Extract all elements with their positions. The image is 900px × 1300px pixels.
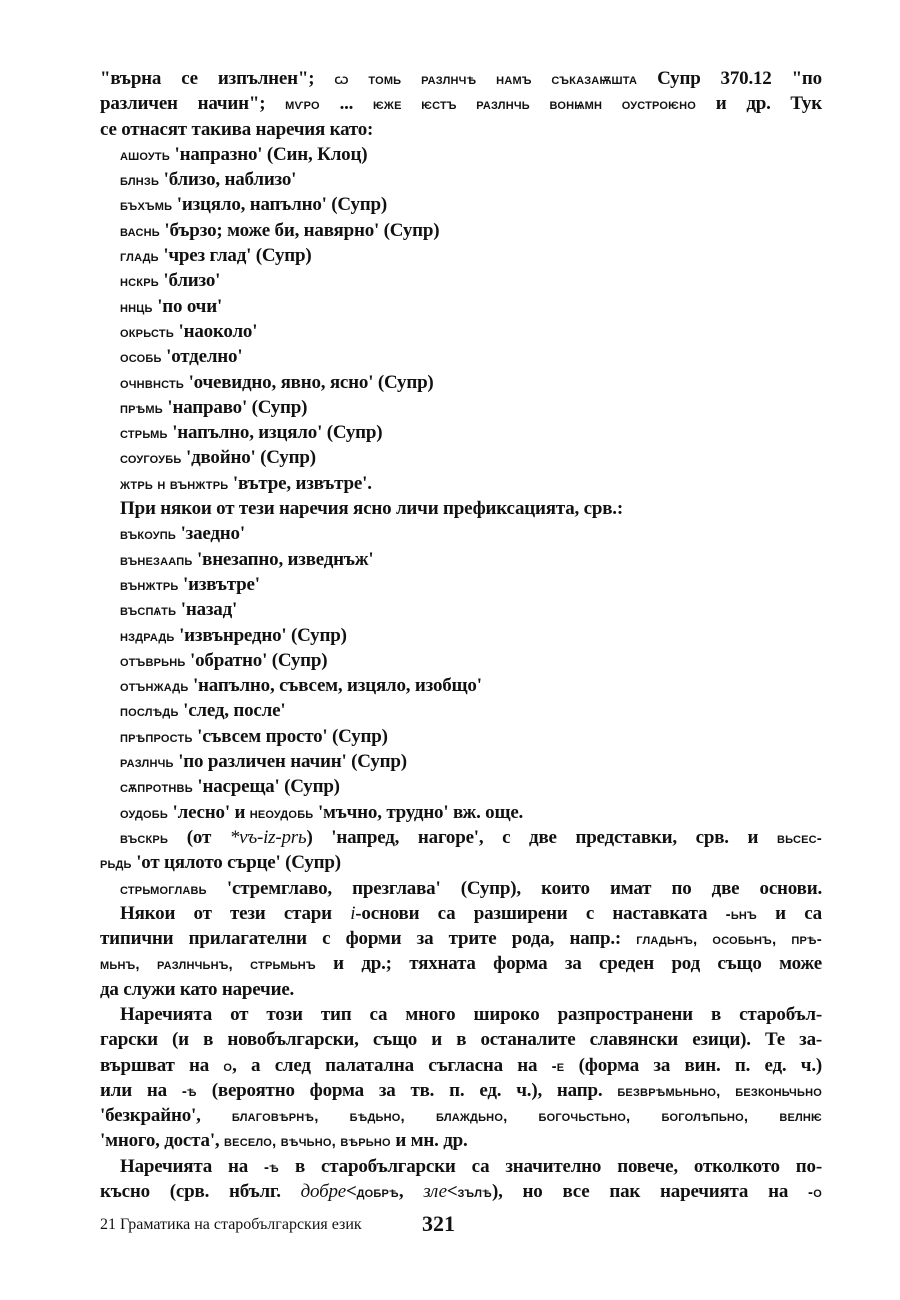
old-bulgarian-word: стрьмь xyxy=(120,425,168,443)
old-bulgarian-word: ннць xyxy=(120,298,153,316)
text-line xyxy=(100,445,822,470)
text-line xyxy=(100,319,822,344)
italic-text: добре xyxy=(300,1181,346,1203)
text-segment: 'наоколо' xyxy=(173,320,258,342)
text-segment: 'по очи' xyxy=(152,295,223,317)
old-bulgarian-word: ѥже ѥстъ разлнчь вонѩмн оустроѥно xyxy=(373,96,697,114)
page-number: 321 xyxy=(422,1211,455,1236)
text-segment: -основи са разширени с наставката xyxy=(355,902,726,924)
text-segment: 'съвсем просто' (Супр) xyxy=(192,725,388,747)
text-segment: 'извънредно' (Супр) xyxy=(174,624,347,646)
text-line xyxy=(100,344,822,369)
text-line xyxy=(100,876,822,901)
text-segment: 'насреща' (Супр) xyxy=(192,776,340,798)
text-segment: 'мъчно, трудно' вж. още. xyxy=(313,801,524,823)
text-line xyxy=(100,218,822,243)
page-footer xyxy=(100,1211,455,1236)
old-bulgarian-word: въспѧть xyxy=(120,602,177,620)
text-segment: , xyxy=(398,1181,424,1203)
text-segment: и мн. др. xyxy=(390,1130,468,1152)
text-segment: да служи като наречие. xyxy=(100,978,295,1000)
text-line xyxy=(100,496,822,521)
old-bulgarian-word: мѵро xyxy=(285,96,320,114)
old-bulgarian-word: добрѣ xyxy=(356,1184,399,1202)
old-bulgarian-word: жтрь н вънжтрь xyxy=(120,475,229,493)
old-bulgarian-word: рьдь xyxy=(100,855,132,873)
text-segment: 'напълно, съвсем, изцяло, изобщо' xyxy=(188,675,482,697)
text-line xyxy=(100,521,822,546)
old-bulgarian-word: нздрадь xyxy=(120,627,175,645)
text-line xyxy=(100,572,822,597)
text-line xyxy=(100,1078,822,1103)
old-bulgarian-word: ашоуть xyxy=(120,146,170,164)
old-bulgarian-word: нскрь xyxy=(120,273,159,291)
text-line xyxy=(100,1154,822,1179)
italic-text: зле xyxy=(423,1181,447,1203)
text-line xyxy=(100,370,822,395)
text-segment: 'двойно' (Супр) xyxy=(181,447,316,469)
text-segment: ), но все пак наречията на xyxy=(492,1181,809,1203)
text-line xyxy=(100,850,822,875)
text-segment: и др. Тук xyxy=(696,93,822,115)
page-body xyxy=(100,66,822,1204)
text-segment: (форма за вин. п. ед. ч.) xyxy=(564,1054,822,1076)
text-line xyxy=(100,294,822,319)
text-segment: 'напразно' (Син, Клоц) xyxy=(169,143,368,165)
old-bulgarian-word: отънжадь xyxy=(120,678,189,696)
text-line xyxy=(100,420,822,445)
text-segment: 'изцяло, напълно' (Супр) xyxy=(172,194,388,216)
text-line xyxy=(100,774,822,799)
text-segment: Наречията на xyxy=(120,1155,265,1177)
old-bulgarian-word: -о xyxy=(808,1184,822,1202)
text-line xyxy=(100,1103,822,1128)
old-bulgarian-word: неоудобь xyxy=(249,804,314,822)
text-segment: и са xyxy=(756,902,822,924)
old-bulgarian-word: разлнчь xyxy=(120,754,174,772)
old-bulgarian-word: благовѣрнѣ, бѣдьно, блаждьно, богочьстьно, боголѣпьно, велнѥ xyxy=(231,1108,822,1126)
old-bulgarian-word: послѣдь xyxy=(120,703,179,721)
old-bulgarian-word: вънжтрь xyxy=(120,576,179,594)
text-segment: или на xyxy=(100,1079,182,1101)
old-bulgarian-word: вьсес- xyxy=(777,829,822,847)
italic-text: *vъ-iz-prь xyxy=(229,826,307,848)
old-bulgarian-word: прѣмь xyxy=(120,399,163,417)
old-bulgarian-word: гладьнъ, особьнъ, прѣ- xyxy=(636,931,822,949)
old-bulgarian-word: -е xyxy=(551,1057,565,1075)
italic-text: i xyxy=(350,902,356,924)
text-line xyxy=(100,471,822,496)
text-segment: При някои от тези наречия ясно личи префиксацията, срв.: xyxy=(120,498,623,520)
text-segment: типични прилагателни с форми за трите рода, напр.: xyxy=(100,928,637,950)
old-bulgarian-word: очнвнсть xyxy=(120,374,185,392)
text-line xyxy=(100,749,822,774)
text-line xyxy=(100,243,822,268)
text-segment: и др.; тяхната форма за среден род също може xyxy=(315,953,822,975)
text-line xyxy=(100,977,822,1002)
text-segment: късно (срв. нбълг. xyxy=(100,1181,301,1203)
text-line xyxy=(100,167,822,192)
signature-mark: 21 Граматика на старобългарския език xyxy=(100,1216,362,1233)
text-segment: 'бързо; може би, навярно' (Супр) xyxy=(159,219,440,241)
text-segment: 'лесно' и xyxy=(167,801,250,823)
text-line xyxy=(100,825,822,850)
text-segment: гарски (и в новобългарски, също и в останалите славянски езици). Те за- xyxy=(100,1029,822,1051)
text-segment: (от xyxy=(168,826,230,848)
text-line xyxy=(100,673,822,698)
text-segment: < xyxy=(346,1181,357,1203)
old-bulgarian-word: въскрь xyxy=(120,829,169,847)
text-segment: 'внезапно, изведнъж' xyxy=(192,548,374,570)
text-segment: 'извътре' xyxy=(178,573,260,595)
old-bulgarian-word: -ѣ xyxy=(264,1158,280,1176)
old-bulgarian-word: васнь xyxy=(120,222,160,240)
text-segment: вършват на xyxy=(100,1054,224,1076)
text-line xyxy=(100,1027,822,1052)
text-line xyxy=(100,395,822,420)
old-bulgarian-word: гладь xyxy=(120,248,159,266)
text-segment: (вероятно форма за тв. п. ед. ч.), напр. xyxy=(196,1079,618,1101)
text-segment: 'направо' (Супр) xyxy=(162,396,308,418)
text-segment: ) 'напред, нагоре', с две представки, срв. и xyxy=(306,826,777,848)
text-line xyxy=(100,1128,822,1153)
text-segment: 'много, доста', xyxy=(100,1130,225,1152)
old-bulgarian-word: безврѣмьньно, безконьчьно xyxy=(617,1082,822,1100)
text-segment: ... xyxy=(319,93,373,115)
text-segment: 'чрез глад' (Супр) xyxy=(158,245,312,267)
old-bulgarian-word: стрьмоглавь xyxy=(120,880,207,898)
text-segment: Някои от тези стари xyxy=(120,902,351,924)
old-bulgarian-word: особь xyxy=(120,349,162,367)
text-segment: 'отделно' xyxy=(161,346,243,368)
text-line xyxy=(100,901,822,926)
text-line xyxy=(100,117,822,142)
text-line xyxy=(100,66,822,91)
text-line xyxy=(100,926,822,951)
old-bulgarian-word: мьнъ, разлнчьнъ, стрьмьнъ xyxy=(100,956,316,974)
text-segment: 'близо, наблизо' xyxy=(159,169,297,191)
old-bulgarian-word: прѣпрость xyxy=(120,728,193,746)
text-segment: Супр 370.12 "по xyxy=(637,68,822,89)
old-bulgarian-word: о xyxy=(223,1057,233,1075)
old-bulgarian-word: -ѣ xyxy=(181,1082,197,1100)
text-segment: 'след, после' xyxy=(178,700,286,722)
old-bulgarian-word: -ьнъ xyxy=(725,905,757,923)
text-segment: 'напълно, изцяло' (Супр) xyxy=(167,422,383,444)
text-line xyxy=(100,648,822,673)
text-segment: , а след палатална съгласна на xyxy=(232,1054,552,1076)
text-line xyxy=(100,597,822,622)
old-bulgarian-word: окрьсть xyxy=(120,323,174,341)
text-line xyxy=(100,724,822,749)
text-segment: 'от цялото сърце' (Супр) xyxy=(131,852,341,874)
text-segment: се отнасят такива наречия като: xyxy=(100,118,374,140)
text-line xyxy=(100,547,822,572)
text-segment: 'вътре, извътре'. xyxy=(228,472,372,494)
text-segment: 'назад' xyxy=(176,599,238,621)
text-segment: Наречията от този тип са много широко разпространени в старобъл- xyxy=(120,1003,822,1025)
text-line xyxy=(100,800,822,825)
text-segment: < xyxy=(446,1181,458,1203)
text-line xyxy=(100,698,822,723)
text-line xyxy=(100,91,822,116)
old-bulgarian-word: сѫпротнвь xyxy=(120,779,193,797)
text-segment: 'заедно' xyxy=(176,523,245,545)
old-bulgarian-word: бъхъмь xyxy=(120,197,173,215)
text-segment: 'обратно' (Супр) xyxy=(185,649,328,671)
text-segment: 'безкрайно', xyxy=(100,1105,232,1127)
text-line xyxy=(100,623,822,648)
text-line xyxy=(100,1002,822,1027)
old-bulgarian-word: оудобь xyxy=(120,804,168,822)
old-bulgarian-word: соугоубь xyxy=(120,450,182,468)
old-bulgarian-word: весело, вѣчьно, вѣрьно xyxy=(224,1133,391,1151)
text-line xyxy=(100,268,822,293)
old-bulgarian-word: зълѣ xyxy=(457,1184,492,1202)
old-bulgarian-word: ѡ томь разлнчѣ намъ съказаѭшта xyxy=(334,71,638,88)
text-segment: 'очевидно, явно, ясно' (Супр) xyxy=(184,371,434,393)
text-line xyxy=(100,1053,822,1078)
old-bulgarian-word: въкоупь xyxy=(120,526,177,544)
text-segment: 'стремглаво, презглава' (Супр), които имат по две основи. xyxy=(206,877,822,899)
old-bulgarian-word: вънезаапь xyxy=(120,551,193,569)
text-line xyxy=(100,192,822,217)
text-line xyxy=(100,1179,822,1204)
text-line xyxy=(100,142,822,167)
text-segment: 'близо' xyxy=(158,270,221,292)
text-segment: 'по различен начин' (Супр) xyxy=(173,751,407,773)
old-bulgarian-word: блнзь xyxy=(120,172,160,190)
text-line xyxy=(100,951,822,976)
old-bulgarian-word: отъврьнь xyxy=(120,652,186,670)
text-segment: в старобългарски са значително повече, отколкото по- xyxy=(279,1155,822,1177)
text-segment: различен начин"; xyxy=(100,93,286,115)
text-segment: "върна се изпълнен"; xyxy=(100,68,335,89)
